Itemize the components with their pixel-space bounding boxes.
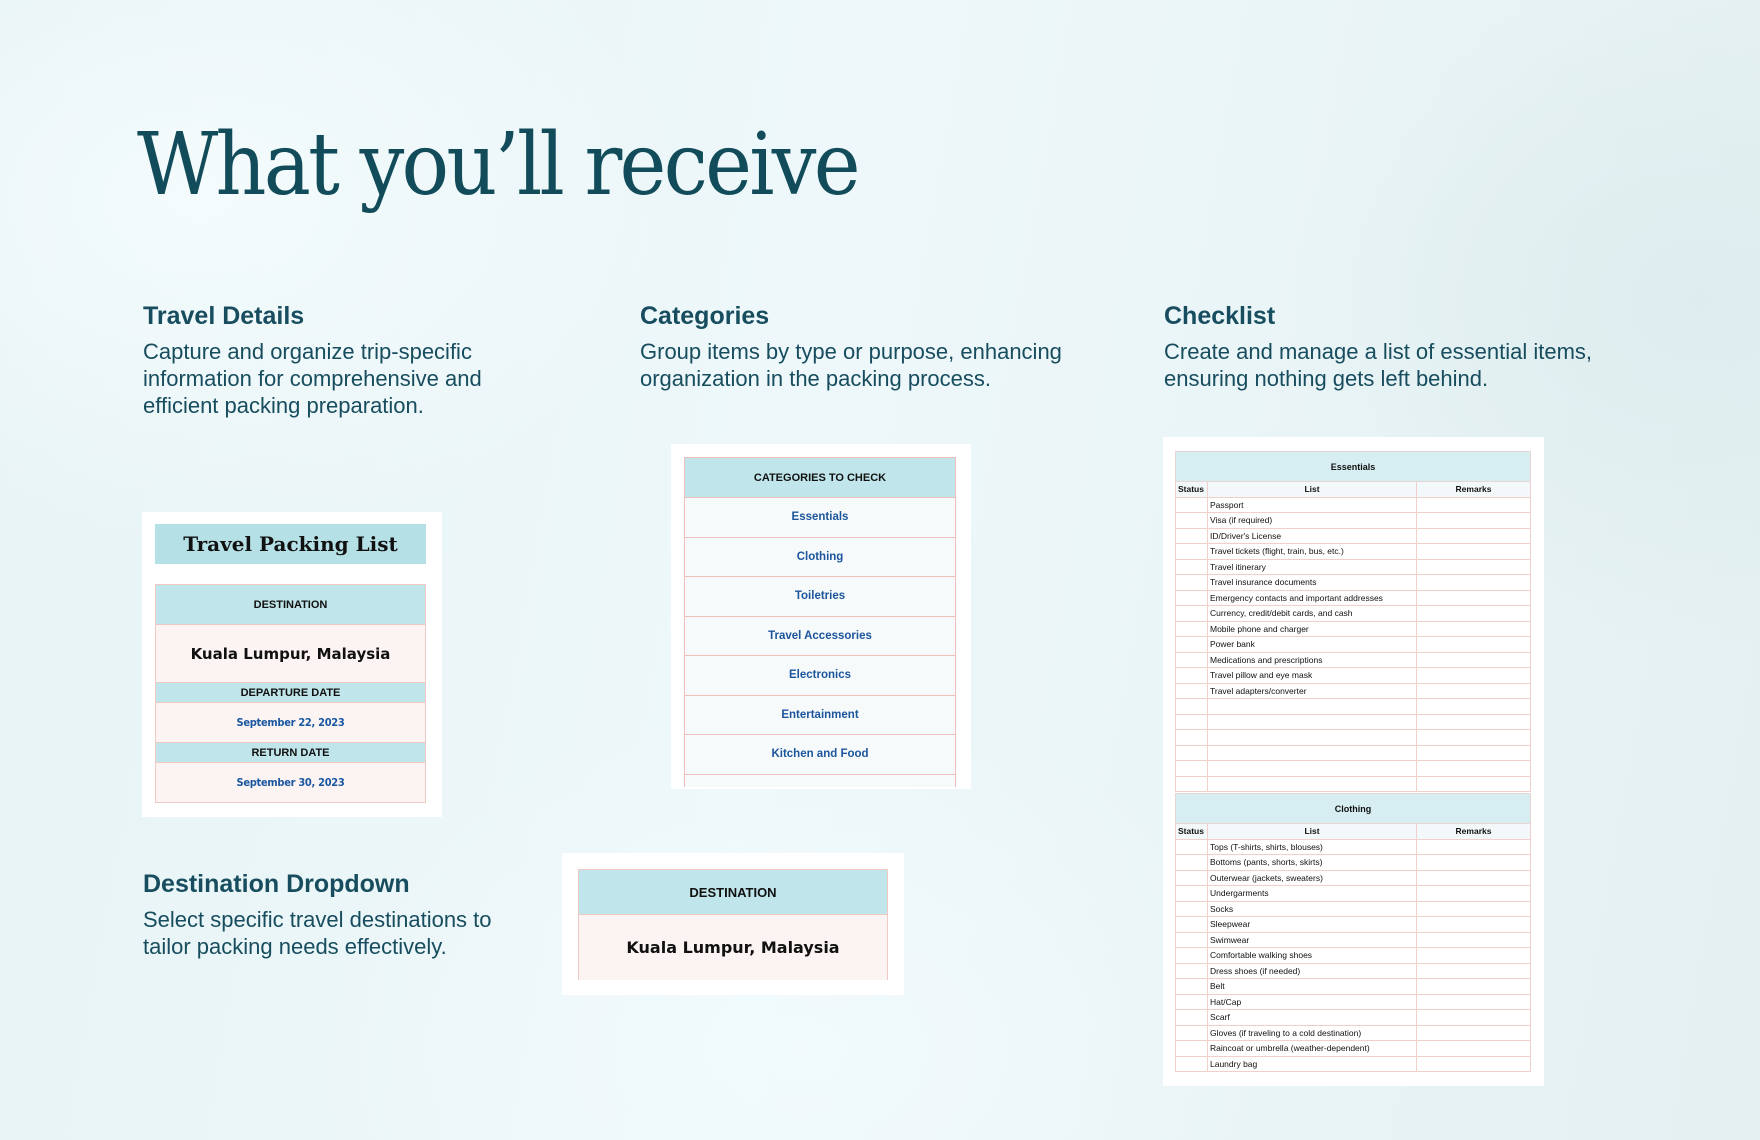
category-row[interactable]: Travel Accessories	[685, 617, 955, 657]
remarks-cell[interactable]	[1417, 979, 1531, 995]
remarks-cell[interactable]	[1417, 886, 1531, 902]
status-cell[interactable]	[1176, 544, 1208, 560]
checklist-row	[1176, 528, 1531, 544]
checklist-row	[1176, 979, 1531, 995]
status-cell[interactable]	[1176, 932, 1208, 948]
checklist-row	[1176, 513, 1531, 529]
checklist-row	[1176, 886, 1531, 902]
destination-select[interactable]: Kuala Lumpur, Malaysia	[579, 915, 887, 980]
remarks-cell[interactable]	[1417, 652, 1531, 668]
category-row[interactable]: Clothing	[685, 538, 955, 578]
status-cell[interactable]	[1176, 1025, 1208, 1041]
item-cell[interactable]	[1208, 776, 1417, 792]
item-cell[interactable]: Bottoms (pants, shorts, skirts)	[1208, 855, 1417, 871]
item-cell[interactable]: Dress shoes (if needed)	[1208, 963, 1417, 979]
remarks-cell[interactable]	[1417, 1010, 1531, 1026]
status-cell[interactable]	[1176, 590, 1208, 606]
checklist-row	[1176, 668, 1531, 684]
categories-preview	[671, 444, 971, 789]
status-cell[interactable]	[1176, 637, 1208, 653]
checklist-row	[1176, 745, 1531, 761]
remarks-cell[interactable]	[1417, 855, 1531, 871]
feature-travel-details	[143, 302, 543, 419]
item-cell[interactable]: Tops (T-shirts, shirts, blouses)	[1208, 839, 1417, 855]
status-cell[interactable]	[1176, 994, 1208, 1010]
destination-dropdown	[578, 869, 888, 980]
remarks-cell[interactable]	[1417, 839, 1531, 855]
remarks-cell[interactable]	[1417, 559, 1531, 575]
item-cell[interactable]: Belt	[1208, 979, 1417, 995]
column-remarks: Remarks	[1417, 482, 1531, 498]
remarks-cell[interactable]	[1417, 513, 1531, 529]
category-row[interactable]: Toiletries	[685, 577, 955, 617]
item-cell[interactable]: Visa (if required)	[1208, 513, 1417, 529]
status-cell[interactable]	[1176, 513, 1208, 529]
checklist-row	[1176, 652, 1531, 668]
category-row[interactable]: Essentials	[685, 498, 955, 538]
item-cell[interactable]	[1208, 730, 1417, 746]
item-cell[interactable]	[1208, 714, 1417, 730]
item-cell[interactable]: Power bank	[1208, 637, 1417, 653]
status-cell[interactable]	[1176, 917, 1208, 933]
remarks-cell[interactable]	[1417, 932, 1531, 948]
category-row[interactable]: Entertainment	[685, 696, 955, 736]
status-cell[interactable]	[1176, 683, 1208, 699]
status-cell[interactable]	[1176, 497, 1208, 513]
travel-details-table	[155, 584, 426, 803]
return-label: RETURN DATE	[156, 743, 425, 763]
item-cell[interactable]: Mobile phone and charger	[1208, 621, 1417, 637]
status-cell[interactable]	[1176, 1010, 1208, 1026]
status-cell[interactable]	[1176, 1041, 1208, 1057]
feature-description: Create and manage a list of essential items, ensuring nothing gets left behind.	[1164, 339, 1593, 391]
category-row[interactable]: Electronics	[685, 656, 955, 696]
status-cell[interactable]	[1176, 730, 1208, 746]
status-cell[interactable]	[1176, 1056, 1208, 1072]
remarks-cell[interactable]	[1417, 699, 1531, 715]
status-cell[interactable]	[1176, 652, 1208, 668]
status-cell[interactable]	[1176, 761, 1208, 777]
checklist-row	[1176, 776, 1531, 792]
checklist-row	[1176, 714, 1531, 730]
section-title: Essentials	[1176, 452, 1531, 482]
feature-title: Travel Details	[143, 302, 305, 330]
checklist-row	[1176, 559, 1531, 575]
checklist-row	[1176, 730, 1531, 746]
status-cell[interactable]	[1176, 621, 1208, 637]
status-cell[interactable]	[1176, 559, 1208, 575]
feature-title: Categories	[640, 302, 770, 330]
status-cell[interactable]	[1176, 839, 1208, 855]
item-cell[interactable]: Travel adapters/converter	[1208, 683, 1417, 699]
remarks-cell[interactable]	[1417, 668, 1531, 684]
item-cell[interactable]: Socks	[1208, 901, 1417, 917]
checklist-row	[1176, 948, 1531, 964]
status-cell[interactable]	[1176, 776, 1208, 792]
item-cell[interactable]: Medications and prescriptions	[1208, 652, 1417, 668]
categories-table	[684, 457, 956, 787]
item-cell[interactable]	[1208, 761, 1417, 777]
checklist-row	[1176, 544, 1531, 560]
remarks-cell[interactable]	[1417, 714, 1531, 730]
remarks-cell[interactable]	[1417, 901, 1531, 917]
remarks-cell[interactable]	[1417, 1041, 1531, 1057]
feature-destination-dropdown	[143, 870, 543, 960]
categories-header: CATEGORIES TO CHECK	[685, 458, 955, 498]
return-value[interactable]: September 30, 2023	[156, 763, 425, 802]
remarks-cell[interactable]	[1417, 994, 1531, 1010]
checklist-row	[1176, 575, 1531, 591]
item-cell[interactable]: Sleepwear	[1208, 917, 1417, 933]
departure-label: DEPARTURE DATE	[156, 683, 425, 703]
remarks-cell[interactable]	[1417, 683, 1531, 699]
status-cell[interactable]	[1176, 886, 1208, 902]
remarks-cell[interactable]	[1417, 730, 1531, 746]
checklist-preview	[1163, 437, 1544, 1086]
remarks-cell[interactable]	[1417, 948, 1531, 964]
status-cell[interactable]	[1176, 668, 1208, 684]
checklist-row	[1176, 683, 1531, 699]
status-cell[interactable]	[1176, 963, 1208, 979]
checklist-row	[1176, 497, 1531, 513]
remarks-cell[interactable]	[1417, 963, 1531, 979]
category-row-empty	[685, 775, 955, 787]
item-cell[interactable]: Passport	[1208, 497, 1417, 513]
column-remarks: Remarks	[1417, 824, 1531, 840]
item-cell[interactable]: Comfortable walking shoes	[1208, 948, 1417, 964]
checklist-essentials-table	[1175, 451, 1531, 792]
feature-description: Capture and organize trip-specific information for comprehensive and efficient packing preparation.	[143, 339, 482, 418]
checklist-row	[1176, 637, 1531, 653]
remarks-cell[interactable]	[1417, 575, 1531, 591]
remarks-cell[interactable]	[1417, 776, 1531, 792]
checklist-row	[1176, 590, 1531, 606]
item-cell[interactable]: Travel insurance documents	[1208, 575, 1417, 591]
item-cell[interactable]: ID/Driver's License	[1208, 528, 1417, 544]
remarks-cell[interactable]	[1417, 745, 1531, 761]
column-list: List	[1208, 482, 1417, 498]
status-cell[interactable]	[1176, 699, 1208, 715]
feature-title: Checklist	[1164, 302, 1276, 330]
status-cell[interactable]	[1176, 745, 1208, 761]
checklist-row	[1176, 994, 1531, 1010]
checklist-row	[1176, 932, 1531, 948]
section-title: Clothing	[1176, 794, 1531, 824]
checklist-row	[1176, 855, 1531, 871]
item-cell[interactable]: Gloves (if traveling to a cold destination)	[1208, 1025, 1417, 1041]
destination-dropdown-preview	[562, 853, 904, 995]
checklist-row	[1176, 761, 1531, 777]
checklist-row	[1176, 621, 1531, 637]
checklist-row	[1176, 1056, 1531, 1072]
remarks-cell[interactable]	[1417, 917, 1531, 933]
remarks-cell[interactable]	[1417, 590, 1531, 606]
status-cell[interactable]	[1176, 855, 1208, 871]
item-cell[interactable]: Hat/Cap	[1208, 994, 1417, 1010]
item-cell[interactable]: Travel tickets (flight, train, bus, etc.)	[1208, 544, 1417, 560]
feature-title: Destination Dropdown	[143, 870, 410, 898]
remarks-cell[interactable]	[1417, 637, 1531, 653]
checklist-row	[1176, 606, 1531, 622]
status-cell[interactable]	[1176, 714, 1208, 730]
feature-description: Select specific travel destinations to tailor packing needs effectively.	[143, 907, 492, 959]
status-cell[interactable]	[1176, 948, 1208, 964]
status-cell[interactable]	[1176, 979, 1208, 995]
column-status: Status	[1176, 482, 1208, 498]
item-cell[interactable]: Travel pillow and eye mask	[1208, 668, 1417, 684]
item-cell[interactable]: Undergarments	[1208, 886, 1417, 902]
status-cell[interactable]	[1176, 606, 1208, 622]
checklist-row	[1176, 917, 1531, 933]
item-cell[interactable]: Laundry bag	[1208, 1056, 1417, 1072]
remarks-cell[interactable]	[1417, 606, 1531, 622]
status-cell[interactable]	[1176, 528, 1208, 544]
destination-label: DESTINATION	[579, 870, 887, 915]
remarks-cell[interactable]	[1417, 621, 1531, 637]
checklist-row	[1176, 870, 1531, 886]
checklist-row	[1176, 901, 1531, 917]
item-cell[interactable]	[1208, 745, 1417, 761]
item-cell[interactable]: Emergency contacts and important addresses	[1208, 590, 1417, 606]
remarks-cell[interactable]	[1417, 1025, 1531, 1041]
category-row[interactable]: Kitchen and Food	[685, 735, 955, 775]
remarks-cell[interactable]	[1417, 544, 1531, 560]
remarks-cell[interactable]	[1417, 528, 1531, 544]
sheet-title: Travel Packing List	[155, 524, 426, 564]
status-cell[interactable]	[1176, 901, 1208, 917]
item-cell[interactable]: Raincoat or umbrella (weather-dependent)	[1208, 1041, 1417, 1057]
item-cell[interactable]	[1208, 699, 1417, 715]
feature-description: Group items by type or purpose, enhancing organization in the packing process.	[640, 339, 1062, 391]
page-title: What you’ll receive	[137, 115, 858, 215]
checklist-clothing-table	[1175, 793, 1531, 1072]
checklist-row	[1176, 839, 1531, 855]
travel-details-preview	[142, 512, 442, 817]
remarks-cell[interactable]	[1417, 497, 1531, 513]
item-cell[interactable]: Outerwear (jackets, sweaters)	[1208, 870, 1417, 886]
checklist-row	[1176, 1025, 1531, 1041]
feature-checklist	[1164, 302, 1604, 392]
remarks-cell[interactable]	[1417, 1056, 1531, 1072]
remarks-cell[interactable]	[1417, 761, 1531, 777]
checklist-row	[1176, 1041, 1531, 1057]
item-cell[interactable]: Scarf	[1208, 1010, 1417, 1026]
column-list: List	[1208, 824, 1417, 840]
feature-categories	[640, 302, 1100, 392]
checklist-row	[1176, 699, 1531, 715]
departure-value[interactable]: September 22, 2023	[156, 703, 425, 743]
status-cell[interactable]	[1176, 575, 1208, 591]
destination-label: DESTINATION	[156, 585, 425, 625]
remarks-cell[interactable]	[1417, 870, 1531, 886]
checklist-row	[1176, 963, 1531, 979]
destination-value[interactable]: Kuala Lumpur, Malaysia	[156, 625, 425, 683]
checklist-row	[1176, 1010, 1531, 1026]
item-cell[interactable]: Travel itinerary	[1208, 559, 1417, 575]
column-status: Status	[1176, 824, 1208, 840]
status-cell[interactable]	[1176, 870, 1208, 886]
item-cell[interactable]: Swimwear	[1208, 932, 1417, 948]
item-cell[interactable]: Currency, credit/debit cards, and cash	[1208, 606, 1417, 622]
